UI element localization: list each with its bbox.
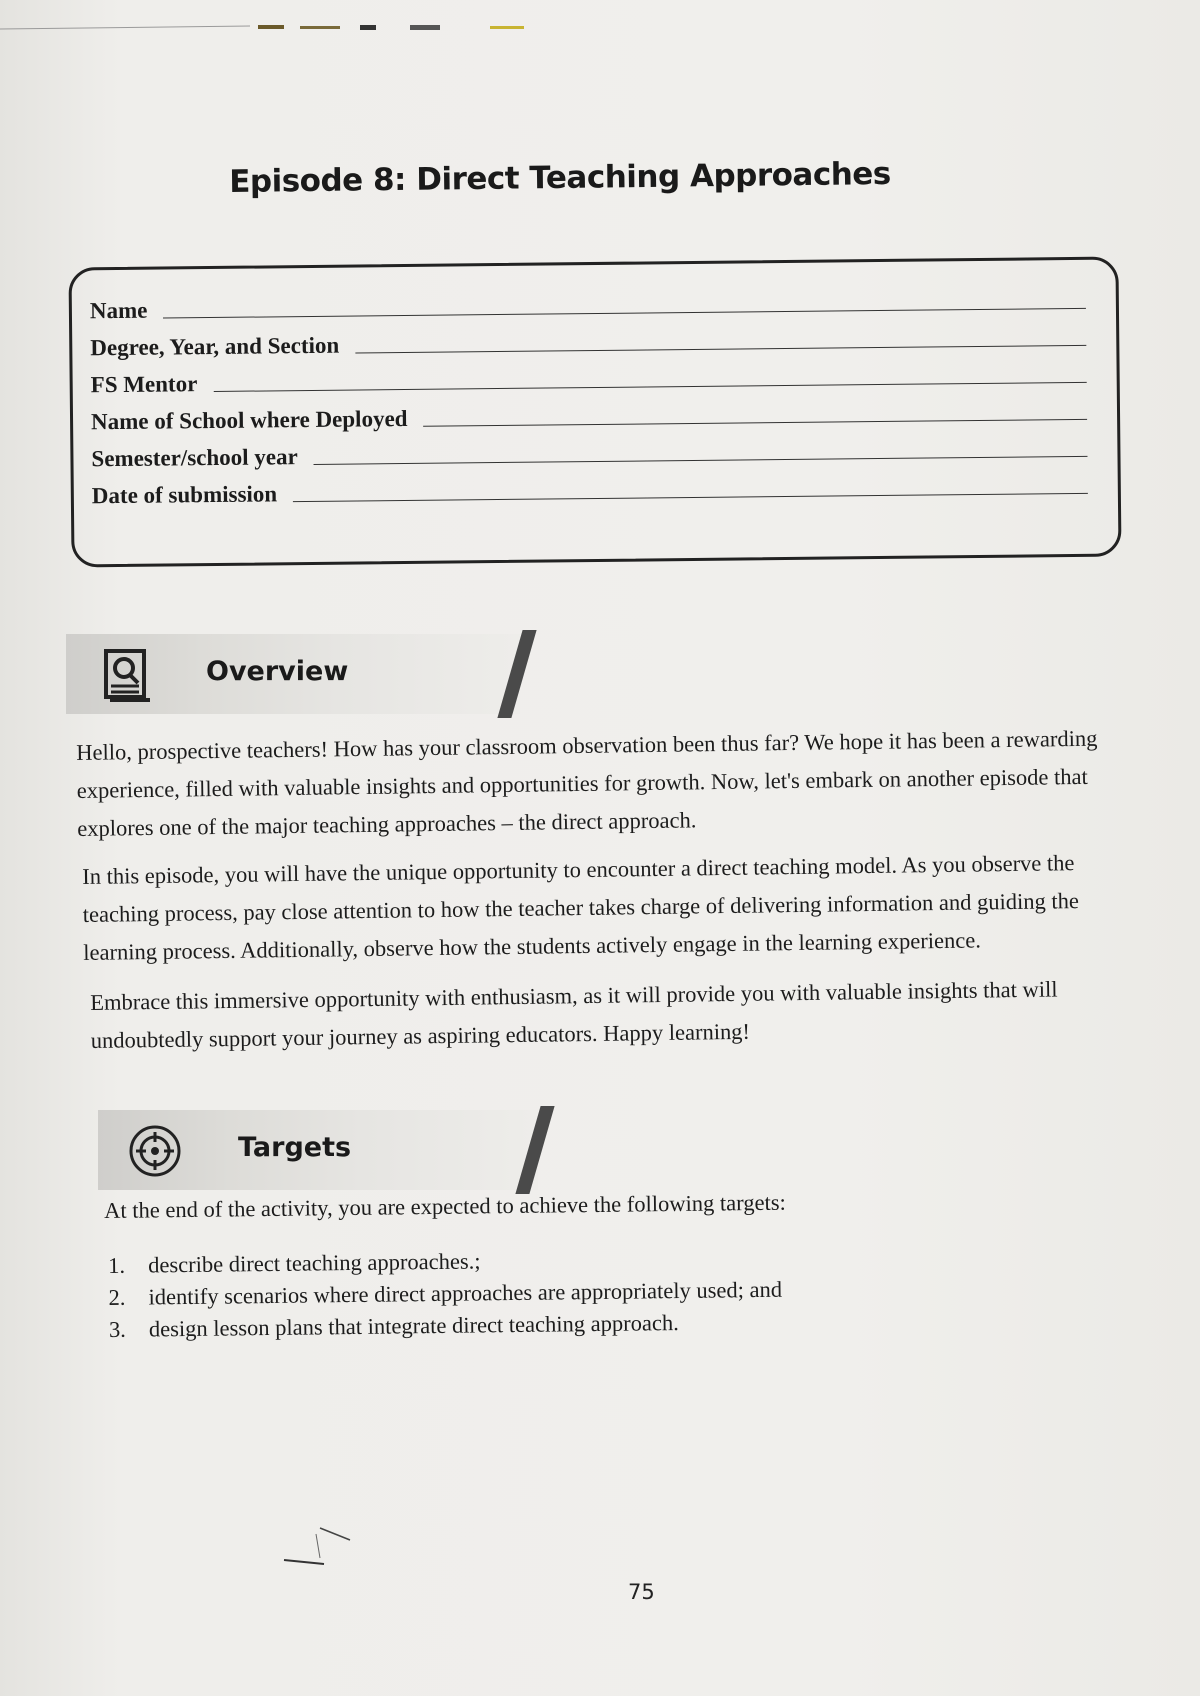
school-label: Name of School where Deployed bbox=[90, 405, 408, 435]
student-info-box bbox=[68, 257, 1121, 568]
mentor-label: FS Mentor bbox=[90, 371, 198, 398]
overview-paragraph-3: Embrace this immersive opportunity with enthusiasm, as it will provide you with valuable insights that will undoubtedly support your journey as aspiring educators. Happy learning! bbox=[90, 976, 1058, 1053]
list-item-number: 3. bbox=[108, 1316, 126, 1342]
name-field[interactable] bbox=[90, 280, 1086, 322]
page-title: Episode 8: Direct Teaching Approaches bbox=[229, 155, 891, 201]
pencil-scuff-marks bbox=[280, 1520, 360, 1580]
list-item-text: identify scenarios where direct approaches are appropriately used; and bbox=[148, 1276, 783, 1310]
page-number: 75 bbox=[628, 1580, 655, 1604]
submission-date-label: Date of submission bbox=[91, 481, 278, 509]
targets-heading: Targets bbox=[238, 1132, 352, 1163]
targets-banner-slash bbox=[515, 1106, 554, 1194]
submission-date-field[interactable] bbox=[92, 465, 1088, 507]
mentor-line[interactable] bbox=[213, 382, 1086, 392]
list-item-number: 1. bbox=[108, 1252, 126, 1278]
targets-list bbox=[108, 1242, 783, 1346]
targets-intro: At the end of the activity, you are expected to achieve the following targets: bbox=[104, 1189, 786, 1223]
semester-label: Semester/school year bbox=[91, 444, 298, 472]
target-icon bbox=[128, 1124, 182, 1178]
list-item-text: describe direct teaching approaches.; bbox=[148, 1248, 481, 1278]
overview-banner bbox=[66, 634, 520, 714]
overview-heading: Overview bbox=[206, 656, 349, 687]
semester-field[interactable] bbox=[91, 428, 1087, 470]
targets-banner bbox=[98, 1110, 538, 1190]
degree-field[interactable] bbox=[90, 317, 1086, 359]
degree-line[interactable] bbox=[355, 345, 1086, 354]
overview-paragraph-1: Hello, prospective teachers! How has your classroom observation been thus far? We hope it has been a rewarding experience, filled with valuable insights and opportunities for growth. Now, let's embark on another episode that explores one of the major teaching approaches – the direct approach. bbox=[76, 725, 1098, 841]
document-magnifier-icon bbox=[102, 648, 156, 704]
top-edge-marks bbox=[0, 24, 560, 32]
mentor-field[interactable] bbox=[90, 354, 1086, 396]
list-item bbox=[109, 1306, 783, 1346]
list-item-text: design lesson plans that integrate direct teaching approach. bbox=[148, 1310, 679, 1342]
name-label: Name bbox=[89, 297, 148, 324]
list-item-number: 2. bbox=[108, 1284, 126, 1310]
school-field[interactable] bbox=[91, 391, 1087, 433]
semester-line[interactable] bbox=[314, 456, 1088, 465]
overview-paragraph-2: In this episode, you will have the unique opportunity to encounter a direct teaching model. As you observe the teaching process, pay close attention to how the teacher takes charge of delivering information and guiding the learning process. Additionally, observe how the students actively engage in the learning experience. bbox=[82, 850, 1080, 965]
school-line[interactable] bbox=[424, 419, 1088, 427]
name-line[interactable] bbox=[163, 308, 1085, 319]
overview-banner-slash bbox=[497, 630, 536, 718]
submission-date-line[interactable] bbox=[293, 493, 1088, 502]
degree-label: Degree, Year, and Section bbox=[90, 332, 340, 361]
